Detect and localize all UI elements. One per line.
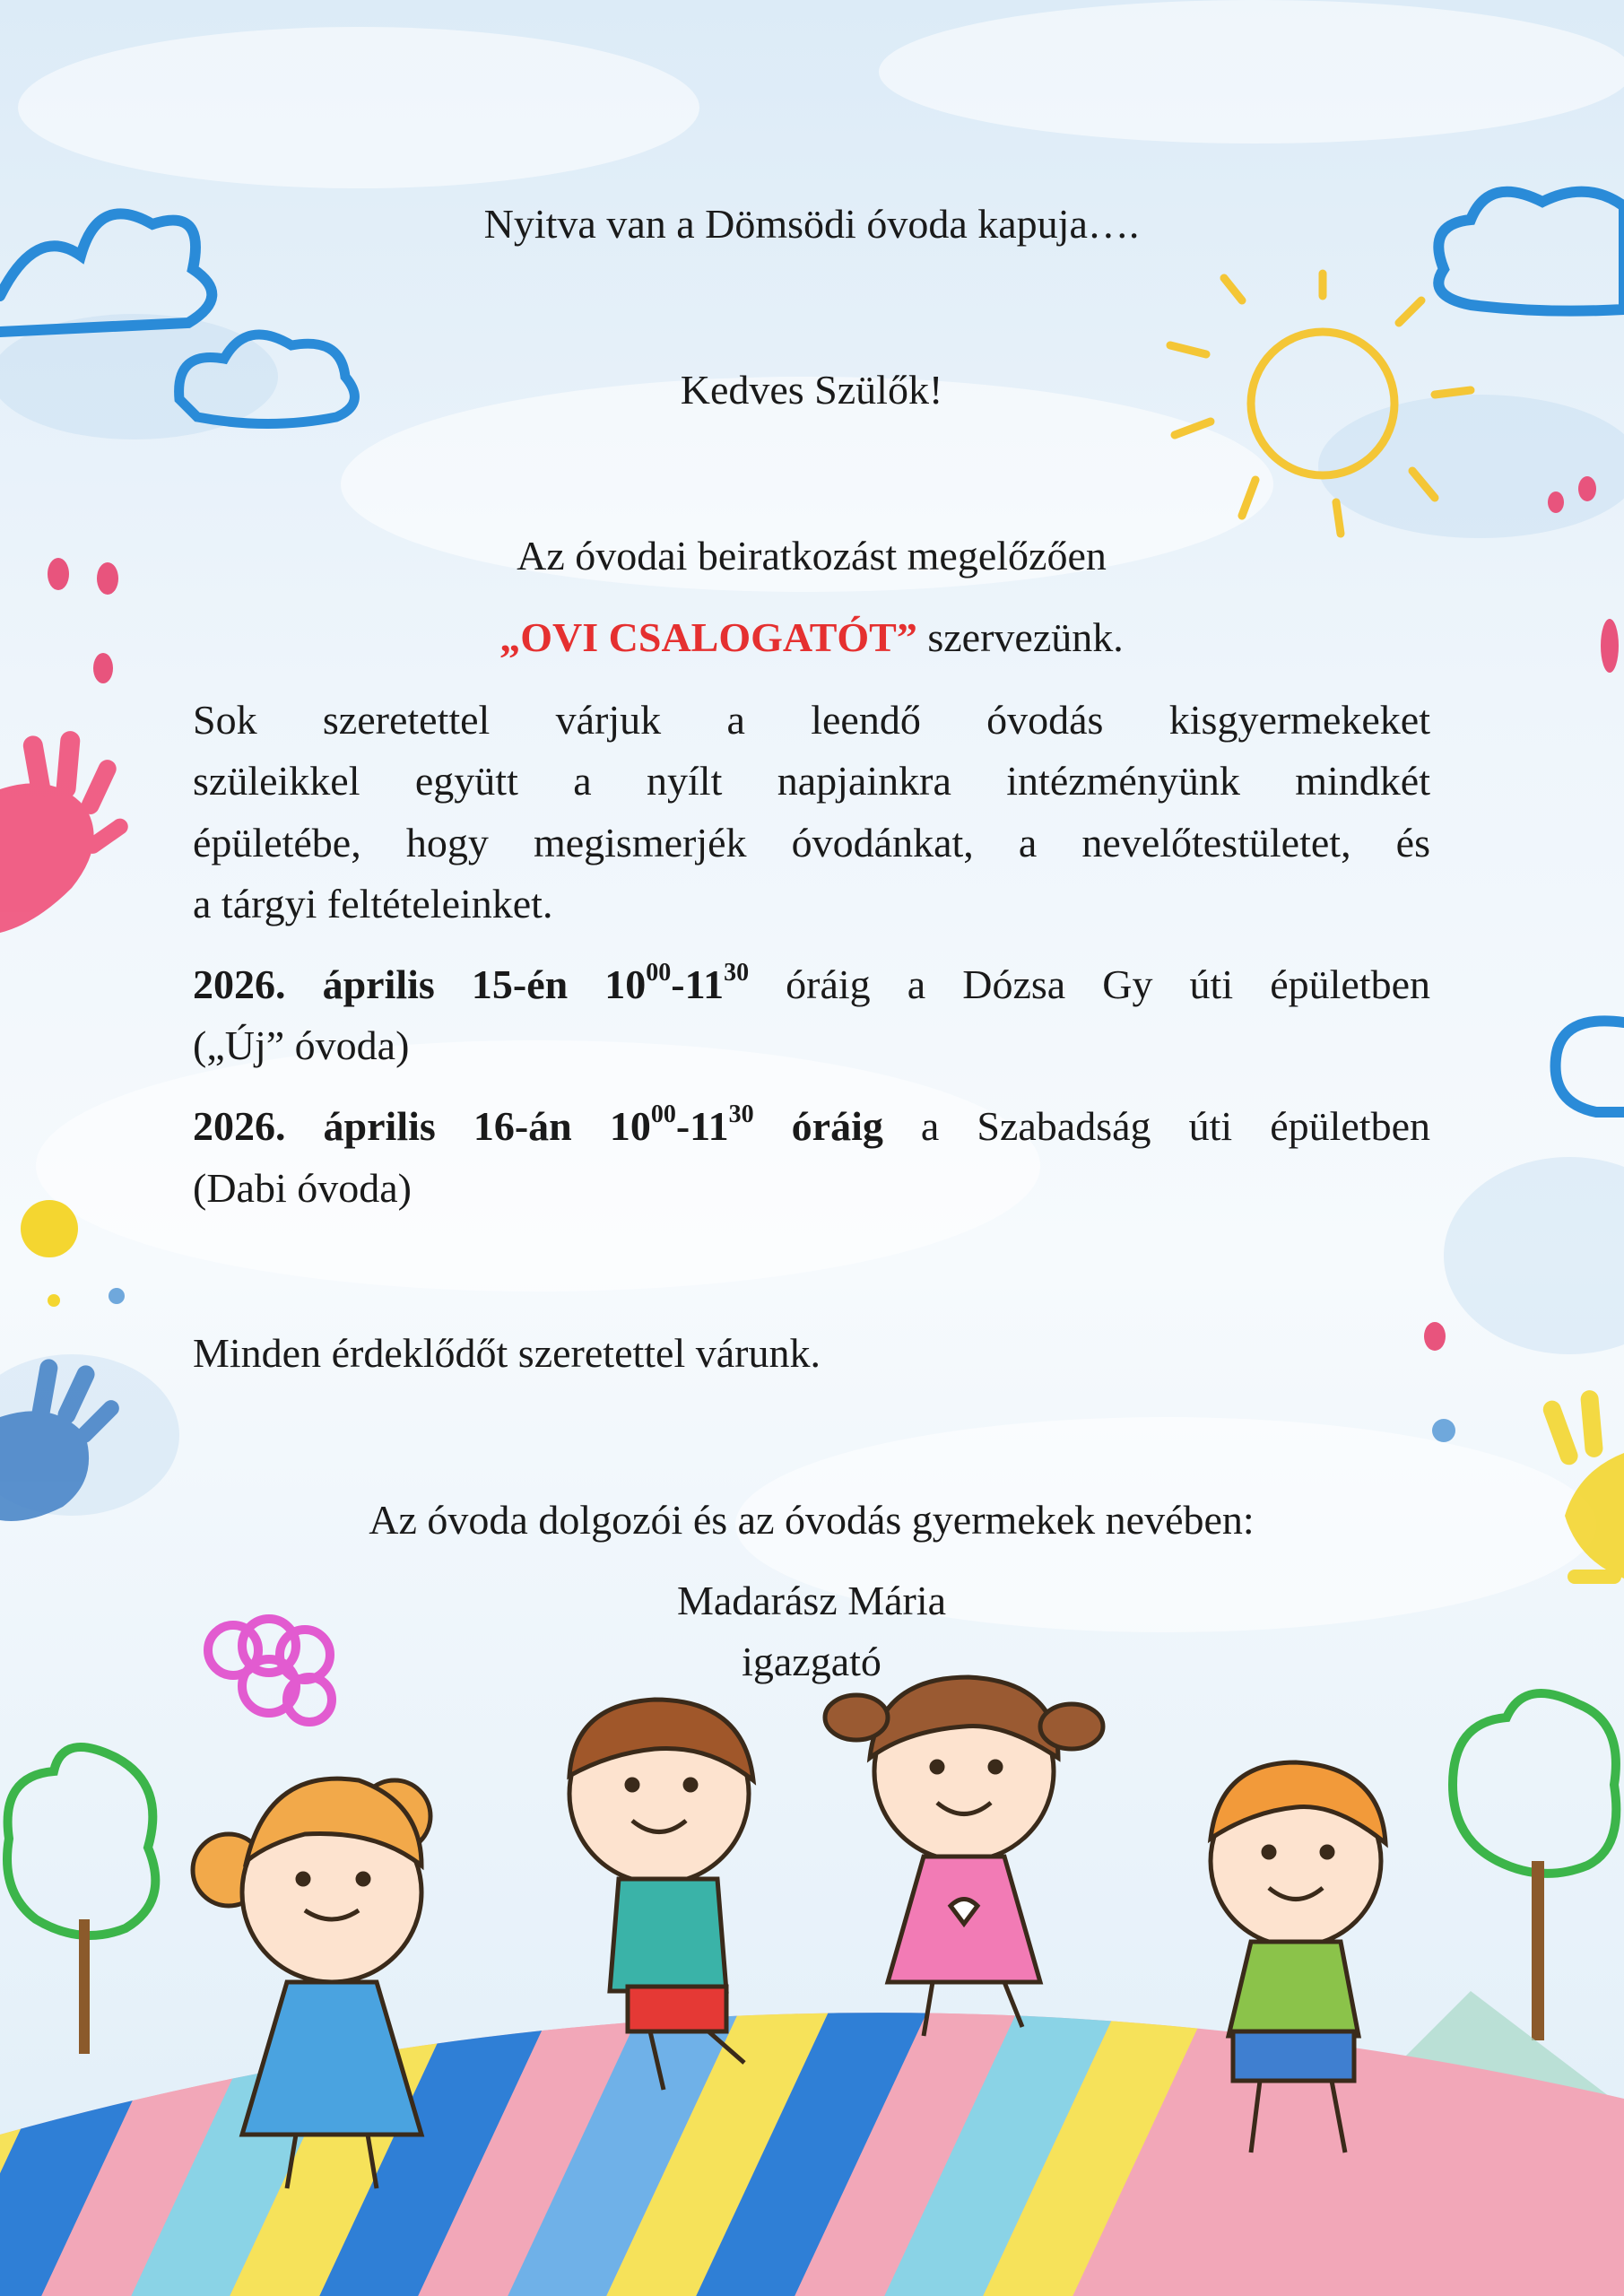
event-2-time: $10^{00}-11^{30}$ (609, 1100, 754, 1149)
page-title: Nyitva van a Dömsödi óvoda kapuja…. (483, 201, 1140, 247)
event-1-oraig: óráig (786, 961, 871, 1007)
event-2-line (193, 1095, 1430, 1158)
signoff-line: Az óvoda dolgozói és az óvodás gyermekek nevében: (369, 1497, 1255, 1543)
intro-line-1: Az óvodai beiratkozást megelőzően (517, 533, 1107, 578)
signature-name: Madarász Mária (676, 1578, 947, 1623)
body-line-4: a tárgyi feltételeinket. (193, 881, 553, 926)
intro-line-2-rest: szervezünk. (916, 614, 1124, 660)
event-1-place: a Dózsa Gy úti épületben (870, 961, 1431, 1007)
handprint-pink (0, 730, 131, 933)
event-1-time: $10^{00}-11^{30}$ (604, 958, 750, 1007)
body-line-2: szüleikkel együtt a nyílt napjainkra intézményünk mindkét (193, 758, 1430, 804)
signature-title: igazgató (742, 1639, 881, 1684)
cloud-icon (1438, 192, 1624, 311)
event-1-date: 2026. április 15-én (193, 961, 569, 1007)
body-line-3: épületébe, hogy megismerjék óvodánkat, a nevelőtestületet, és (193, 820, 1430, 865)
greeting: Kedves Szülők! (680, 367, 943, 413)
event-2-date: 2026. április 16-án (193, 1103, 572, 1149)
event-1-place-2: („Új” óvoda) (193, 1022, 410, 1068)
closing-line: Minden érdeklődőt szeretettel várunk. (193, 1330, 821, 1376)
intro-line-2 (193, 606, 1430, 669)
tree-right (1453, 1693, 1616, 2040)
event-2-oraig: óráig (791, 1103, 883, 1149)
body-line-1: Sok szeretettel várjuk a leendő óvodás kisgyermekeket (193, 697, 1430, 743)
event-1-line (193, 953, 1430, 1016)
rainbow-hill (0, 1883, 1624, 2296)
event-2-place: a Szabadság úti épületben (882, 1103, 1431, 1149)
child-girl-pink-dress (825, 1677, 1103, 2036)
event-2-place-2: (Dabi óvoda) (193, 1165, 412, 1211)
cloud-icon (1556, 1021, 1624, 1112)
event-name: „OVI CSALOGATÓT” (499, 614, 917, 660)
cloud-icon (0, 213, 212, 332)
tree-left (7, 1747, 155, 2054)
